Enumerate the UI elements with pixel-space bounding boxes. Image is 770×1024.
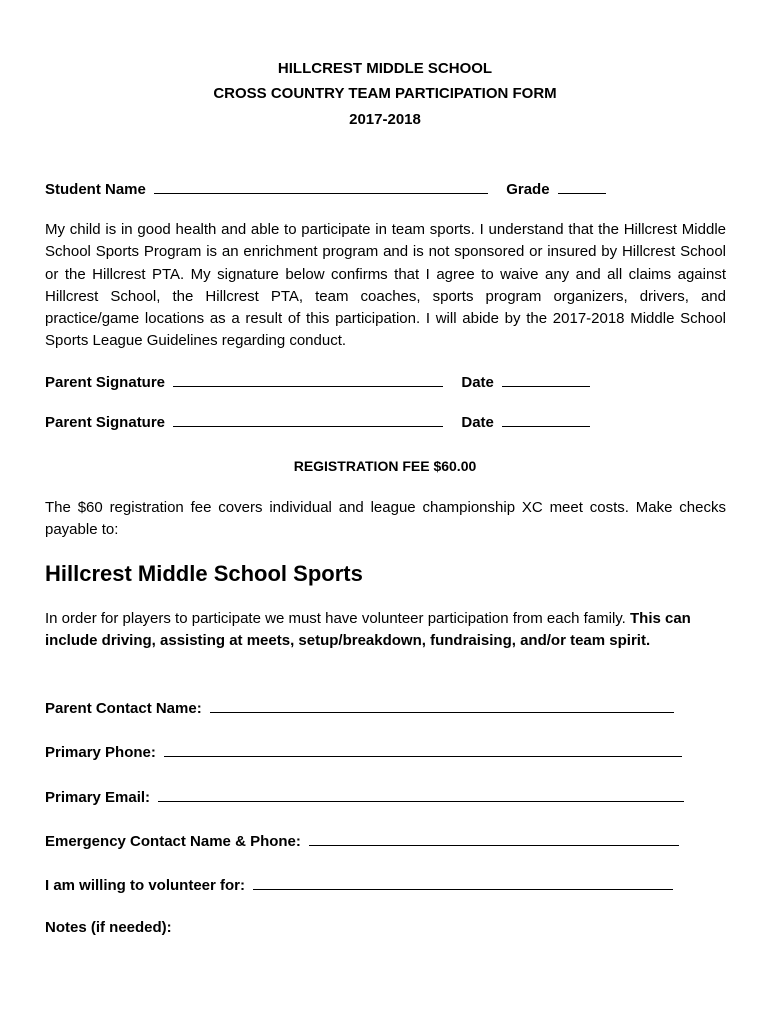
- emergency-contact-row: [45, 831, 679, 850]
- parent-signature-label: Parent Signature: [45, 414, 166, 431]
- volunteer-text-bold: This can include driving, assisting at meets, setup/breakdown, fundraising, and/or team spirit.: [45, 610, 691, 650]
- student-name-field[interactable]: [154, 179, 488, 194]
- primary-phone-row: [45, 742, 682, 761]
- fee-paragraph: The $60 registration fee covers individual and league championship XC meet costs. Make checks payable to:: [45, 499, 726, 539]
- volunteer-for-row: [45, 875, 673, 894]
- form-title: CROSS COUNTRY TEAM PARTICIPATION FORM: [213, 85, 557, 102]
- primary-email-field[interactable]: [158, 787, 684, 802]
- student-name-label: Student Name: [45, 181, 146, 198]
- student-name-row: [45, 179, 606, 198]
- date-label: Date: [461, 374, 494, 391]
- volunteer-for-label: I am willing to volunteer for:: [45, 877, 246, 894]
- primary-email-label: Primary Email:: [45, 789, 151, 806]
- grade-label: Grade: [506, 181, 550, 198]
- grade-field[interactable]: [558, 179, 606, 194]
- primary-email-row: [45, 787, 684, 806]
- primary-phone-field[interactable]: [164, 742, 682, 757]
- parent-contact-field[interactable]: [210, 698, 674, 713]
- parent-signature-field[interactable]: [173, 372, 443, 387]
- date-label: Date: [461, 414, 494, 431]
- volunteer-text: In order for players to participate we must have volunteer participation from each family.: [45, 610, 626, 627]
- school-name: HILLCREST MIDDLE SCHOOL: [277, 60, 493, 77]
- payee-heading: Hillcrest Middle School Sports: [45, 561, 363, 586]
- primary-phone-label: Primary Phone:: [45, 744, 156, 761]
- volunteer-paragraph: [45, 608, 726, 653]
- parent-signature-field[interactable]: [173, 412, 443, 427]
- waiver-paragraph: My child is in good health and able to participate in team sports. I understand that the Hillcrest Middle School Sports Program is an enrichment program and is not sponsored or insured by Hillcrest School or the Hillcrest PTA. My signature below confirms that I agree to waive any and all claims against Hillcrest School, the Hillcrest PTA, team coaches, sports program organizers, drivers, and practice/game locations as a result of this participation. I will abide by the 2017-2018 Middle School Sports League Guidelines regarding conduct.: [45, 221, 726, 350]
- registration-fee-heading: REGISTRATION FEE $60.00: [293, 458, 477, 474]
- school-year: 2017-2018: [349, 111, 421, 128]
- parent-signature-label: Parent Signature: [45, 374, 166, 391]
- date-field[interactable]: [502, 372, 590, 387]
- parent-signature-row-2: [45, 412, 590, 431]
- date-field[interactable]: [502, 412, 590, 427]
- emergency-contact-field[interactable]: [309, 831, 679, 846]
- parent-signature-row-1: [45, 372, 590, 391]
- notes-row: [45, 919, 172, 936]
- emergency-contact-label: Emergency Contact Name & Phone:: [45, 833, 301, 850]
- parent-contact-row: [45, 698, 674, 717]
- volunteer-for-field[interactable]: [253, 875, 673, 890]
- notes-label: Notes (if needed):: [45, 919, 172, 936]
- parent-contact-label: Parent Contact Name:: [45, 700, 202, 717]
